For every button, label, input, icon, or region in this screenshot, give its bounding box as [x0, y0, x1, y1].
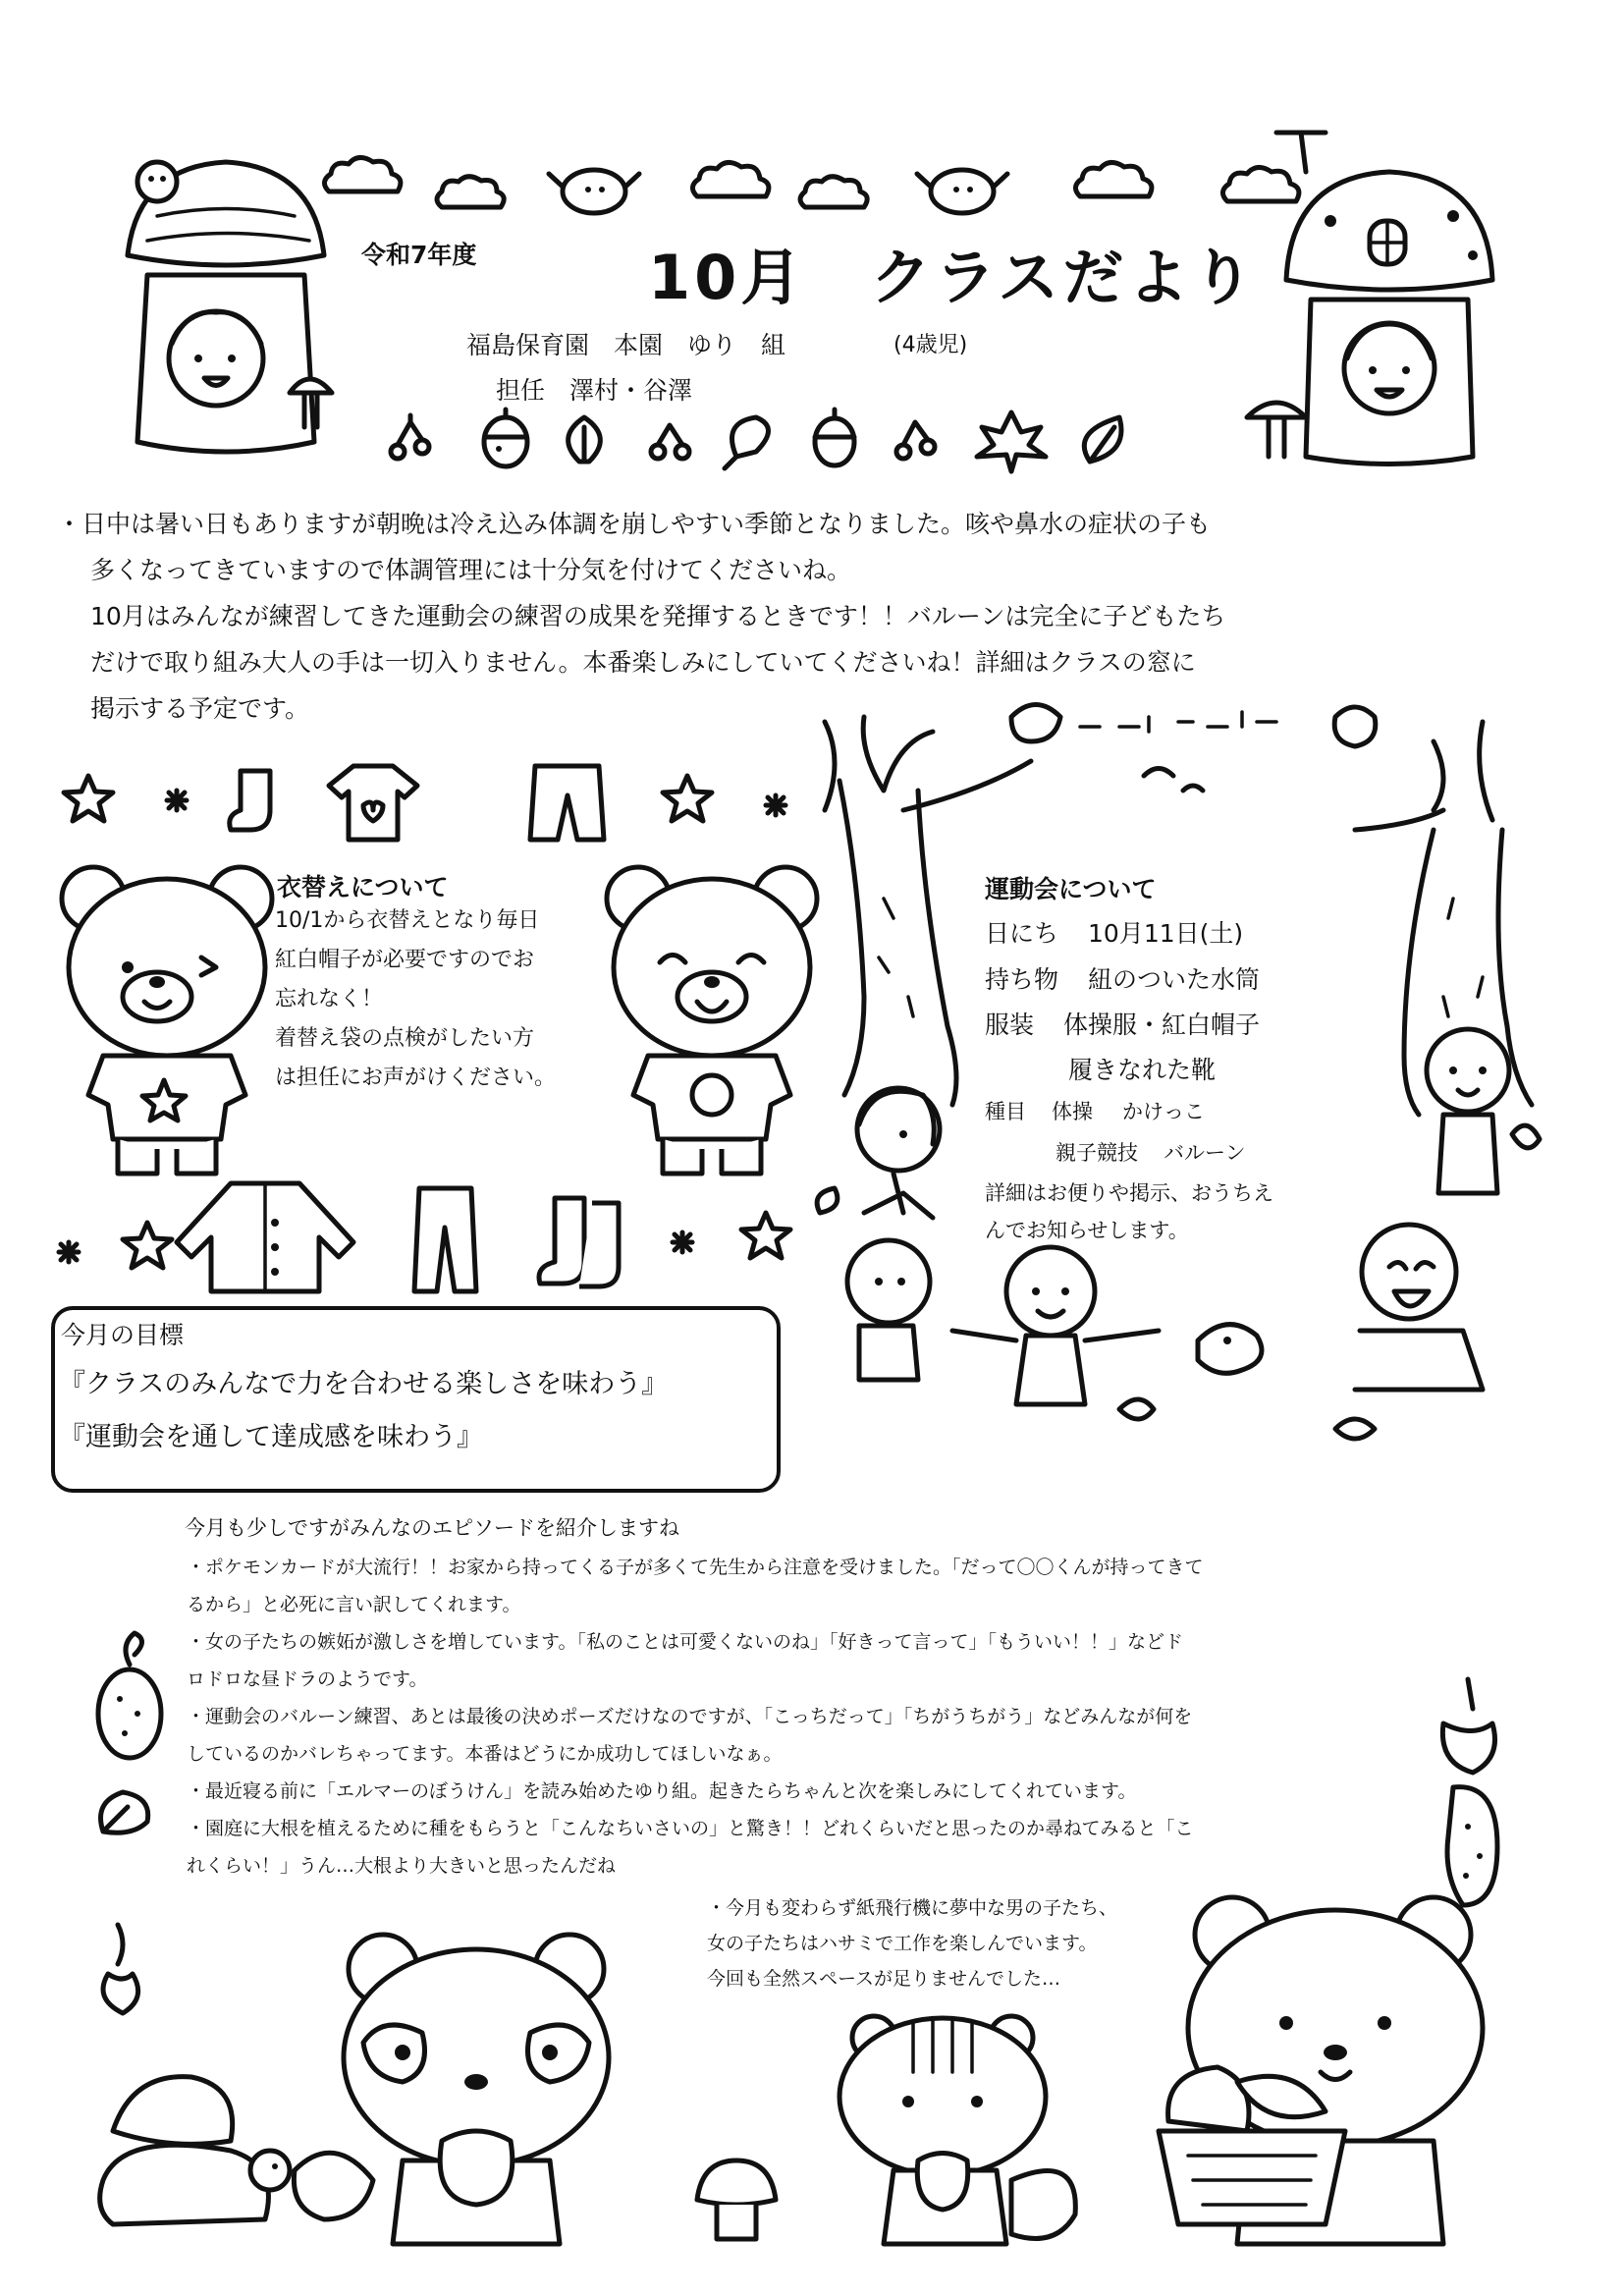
- event-item: 親子競技: [1056, 1141, 1138, 1165]
- intro-line: ・日中は暑い日もありますが朝晩は冷え込み体調を崩しやすい季節となりました。咳や鼻水の症状の子も: [57, 510, 1212, 538]
- leaf-icon: [1119, 1399, 1154, 1419]
- maple-leaf-icon: [977, 412, 1046, 471]
- sports-day-wear: [985, 1002, 1260, 1048]
- star-icon: [663, 776, 712, 821]
- clothes-line: 忘れなく！: [275, 987, 384, 1011]
- intro-line: 多くなってきていますので体調管理には十分気を付けてくださいね。: [90, 556, 852, 584]
- intro-line: 掲示する予定です。: [90, 694, 310, 723]
- episodes-intro: 今月も少しですがみんなのエピソードを紹介しますね: [185, 1516, 679, 1540]
- sports-day-detail: [985, 1175, 1273, 1249]
- turtle-illustration: [93, 2072, 299, 2239]
- episodes-list: [187, 1549, 1204, 1885]
- closing-line: 女の子たちはハサミで工作を楽しんでいます。: [707, 1933, 1098, 1954]
- intro-line: だけで取り組み大人の手は一切入りません。本番楽しみにしていてくださいね！詳細はクラスの窓に: [90, 648, 1196, 677]
- bird-icon: [545, 162, 643, 221]
- asterisk-icon: [59, 1242, 79, 1262]
- goal-item: 『クラスのみんなで力を合わせる楽しさを味わう』: [59, 1369, 669, 1399]
- leaf-icon: [568, 417, 601, 462]
- sports-day-events: [985, 1093, 1205, 1130]
- pants-icon: [530, 766, 604, 840]
- clothes-line: 10/1から衣替えとなり毎日: [275, 908, 540, 933]
- closing-line: 今回も全然スペースが足りませんでした…: [707, 1968, 1061, 1990]
- detail-line: んでお知らせします。: [985, 1219, 1189, 1242]
- raccoon-dog-illustration: [314, 1925, 638, 2249]
- cloud-icon: [432, 172, 511, 216]
- bear-illustration-left: [54, 859, 280, 1193]
- intro-line: 10月はみんなが練習してきた運動会の練習の成果を発揮するときです！！バルーンは完全に子どもたち: [90, 602, 1226, 630]
- event-item: バルーン: [1164, 1141, 1246, 1165]
- episode-line: ロドロな昼ドラのようです。: [187, 1668, 428, 1690]
- sports-day-wear-2: 履きなれた靴: [1068, 1056, 1217, 1084]
- wear-label: 服装: [985, 1011, 1035, 1039]
- bear-illustration-right: [599, 859, 825, 1193]
- acorn-icon: [815, 410, 854, 465]
- fiscal-year: 令和7年度: [361, 241, 477, 269]
- star-icon: [123, 1223, 172, 1268]
- clothes-line: 着替え袋の点検がしたい方: [275, 1026, 535, 1051]
- clothes-line: は担任にお声がけください。: [275, 1066, 557, 1090]
- episode-line: ・園庭に大根を植えるために種をもらうと「こんなちいさいの」と驚き！！どれくらいだと思ったのか尋ねてみると「こ: [187, 1818, 1194, 1839]
- leaf-icon: [1429, 1669, 1507, 1777]
- leaf-icon: [1512, 1125, 1540, 1148]
- closing-line: ・今月も変わらず紙飛行機に夢中な男の子たち、: [707, 1897, 1118, 1919]
- episode-line: るから」と必死に言い訳してくれます。: [187, 1594, 521, 1615]
- bear-with-basket-illustration: [1149, 1886, 1522, 2249]
- sports-day-events-2: [1056, 1134, 1246, 1172]
- clothes-decoration-top: [59, 756, 805, 845]
- autumn-icons-row: [383, 408, 1257, 476]
- chipmunk-illustration: [835, 2003, 1090, 2249]
- event-item: 体操: [1052, 1100, 1093, 1123]
- episode-line: ・運動会のバルーン練習、あとは最後の決めポーズだけなのですが、「こっちだって」「ちがうちがう」などみんなが何を: [187, 1706, 1193, 1727]
- teachers: 担任 澤村・谷澤: [496, 376, 693, 405]
- episode-line: ・最近寝る前に「エルマーのぼうけん」を読み始めたゆり組。起きたらちゃんと次を楽しみにしてくれています。: [187, 1780, 1137, 1802]
- episode-line: れくらい！」うん…大根より大きいと思ったんだね: [187, 1855, 617, 1877]
- items-value: 紐のついた水筒: [1088, 965, 1261, 994]
- events-label: 種目: [985, 1100, 1026, 1123]
- cloud-icon: [795, 172, 874, 216]
- asterisk-icon: [167, 791, 187, 810]
- bird-icon: [1334, 707, 1376, 746]
- leaf-icon: [93, 1782, 162, 1841]
- leaf-icon: [88, 1915, 167, 2023]
- episodes-closing: [707, 1890, 1117, 1996]
- clothes-decoration-bottom: [54, 1174, 800, 1296]
- mushroom-house-right: [1267, 162, 1512, 476]
- items-label: 持ち物: [985, 965, 1059, 994]
- goals-heading: 今月の目標: [61, 1321, 185, 1349]
- detail-line: 詳細はお便りや掲示、おうちえ: [985, 1181, 1273, 1205]
- clothes-line: 紅白帽子が必要ですのでお: [275, 948, 535, 972]
- cloud-icon: [687, 157, 776, 206]
- cloud-icon: [1070, 157, 1159, 206]
- berry-icon: [651, 425, 689, 459]
- page-title: 10月 クラスだより: [648, 242, 1258, 313]
- goal-item: 『運動会を通して達成感を味わう』: [59, 1422, 483, 1452]
- asterisk-icon: [673, 1232, 692, 1252]
- sports-day-heading: 運動会について: [985, 875, 1157, 903]
- event-item: かけっこ: [1122, 1100, 1205, 1123]
- socks-icon: [230, 771, 270, 830]
- leaf-icon: [1084, 417, 1121, 462]
- clothes-text: [275, 902, 556, 1098]
- clothes-heading: 衣替えについて: [277, 873, 449, 902]
- berry-icon: [391, 415, 429, 459]
- sports-day-items: [985, 957, 1260, 1003]
- school-name: 福島保育園 本園 ゆり 組: [466, 331, 786, 359]
- pants-icon: [414, 1188, 476, 1291]
- lemon-icon: [90, 1625, 169, 1763]
- age-group: (4歳児): [893, 333, 968, 357]
- goals-box: [51, 1306, 781, 1493]
- leaf-icon: [1335, 1419, 1375, 1439]
- sports-day-date: [985, 910, 1243, 957]
- date-value: 10月11日(土): [1088, 919, 1244, 948]
- bird-icon: [913, 162, 1011, 221]
- star-icon: [741, 1213, 790, 1258]
- mushroom-icon: [692, 2156, 781, 2244]
- berry-icon: [896, 422, 935, 459]
- intro-text: [57, 501, 1225, 732]
- acorn-icon: [484, 410, 527, 466]
- socks-icon: [539, 1198, 584, 1284]
- leaf-icon: [817, 1188, 838, 1213]
- star-icon: [64, 776, 113, 821]
- date-label: 日にち: [985, 919, 1059, 948]
- episode-line: しているのかバレちゃってます。本番はどうにか成功してほしいなぁ。: [187, 1743, 783, 1765]
- episode-line: ・女の子たちの嫉妬が激しさを増しています。「私のことは可愛くないのね」「好きって言って」「もういい！！」などド: [187, 1631, 1183, 1653]
- ginkgo-leaf-icon: [725, 417, 769, 468]
- asterisk-icon: [766, 795, 785, 815]
- wear-value: 体操服・紅白帽子: [1063, 1011, 1261, 1039]
- mushroom-house-left: [118, 147, 353, 471]
- episode-line: ・ポケモンカードが大流行！！お家から持ってくる子が多くて先生から注意を受けました。「だって〇〇くんが持ってきて: [187, 1557, 1204, 1578]
- bird-icon: [1011, 705, 1060, 742]
